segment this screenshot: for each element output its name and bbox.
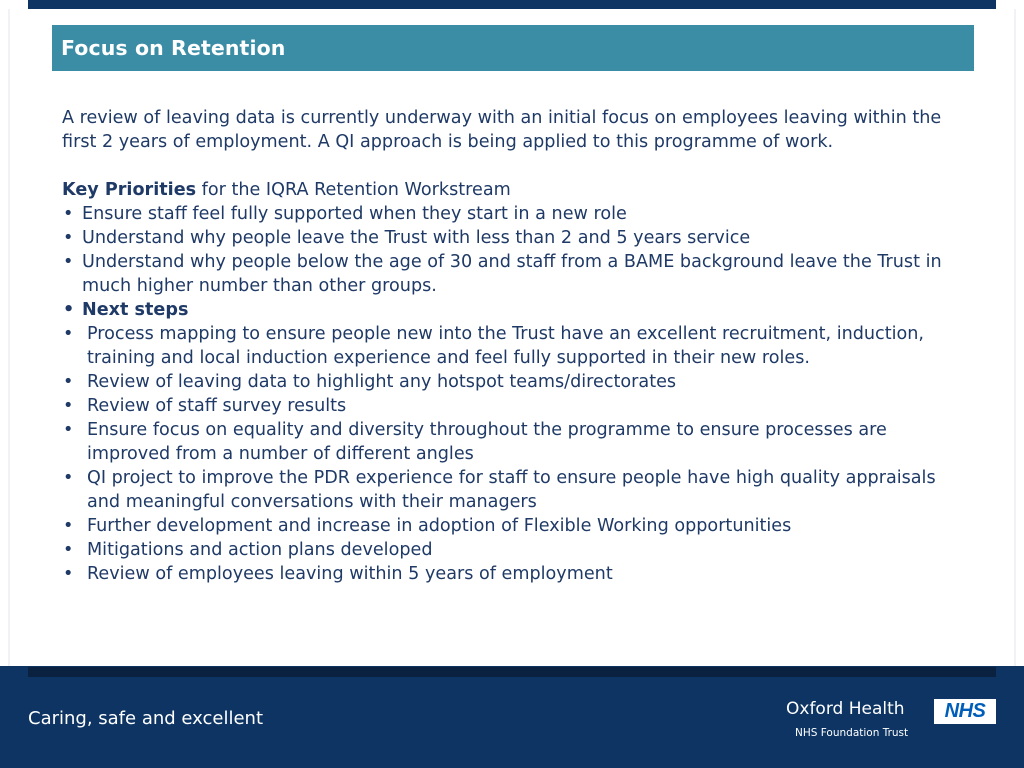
title-banner bbox=[52, 25, 974, 71]
list-item: • QI project to improve the PDR experience for staff to ensure people have high quality appraisals and meaningful conversations with their managers bbox=[62, 466, 942, 514]
footer-top-shadow bbox=[28, 667, 996, 677]
slide-title: Focus on Retention bbox=[61, 36, 286, 60]
list-item: • Understand why people below the age of 30 and staff from a BAME background leave the Trust in much higher number than other groups. bbox=[62, 250, 942, 298]
list-item: • Review of employees leaving within 5 years of employment bbox=[62, 562, 942, 586]
left-border-line bbox=[8, 9, 10, 667]
nhs-logo-icon bbox=[934, 699, 996, 724]
next-steps-list bbox=[62, 322, 942, 586]
next-steps-heading: • Next steps bbox=[62, 298, 942, 322]
org-name: Oxford Health bbox=[786, 699, 905, 719]
nhs-logo-text: NHS bbox=[944, 700, 986, 722]
priorities-heading-bold: Key Priorities bbox=[62, 180, 197, 200]
list-item: • Further development and increase in adoption of Flexible Working opportunities bbox=[62, 514, 942, 538]
list-item: • Ensure focus on equality and diversity throughout the programme to ensure processes are improved from a number of different angles bbox=[62, 418, 942, 466]
list-item: • Review of leaving data to highlight any hotspot teams/directorates bbox=[62, 370, 942, 394]
right-border-line bbox=[1014, 9, 1016, 667]
intro-paragraph: A review of leaving data is currently underway with an initial focus on employees leaving within the first 2 years of employment. A QI approach is being applied to this programme of work. bbox=[62, 108, 942, 152]
list-item: • Understand why people leave the Trust with less than 2 and 5 years service bbox=[62, 226, 942, 250]
list-item: • Ensure staff feel fully supported when they start in a new role bbox=[62, 202, 942, 226]
list-item: • Process mapping to ensure people new into the Trust have an excellent recruitment, induction, training and local induction experience and feel fully supported in their new roles. bbox=[62, 322, 942, 370]
slide-content bbox=[62, 106, 942, 586]
spacer bbox=[62, 154, 942, 178]
priorities-heading-rest: for the IQRA Retention Workstream bbox=[196, 180, 511, 200]
top-accent-bar bbox=[28, 0, 996, 9]
priorities-heading bbox=[62, 178, 942, 202]
priorities-list bbox=[62, 202, 942, 322]
list-item: • Mitigations and action plans developed bbox=[62, 538, 942, 562]
footer-tagline: Caring, safe and excellent bbox=[28, 708, 264, 729]
list-item: • Review of staff survey results bbox=[62, 394, 942, 418]
org-subtitle: NHS Foundation Trust bbox=[795, 727, 909, 739]
